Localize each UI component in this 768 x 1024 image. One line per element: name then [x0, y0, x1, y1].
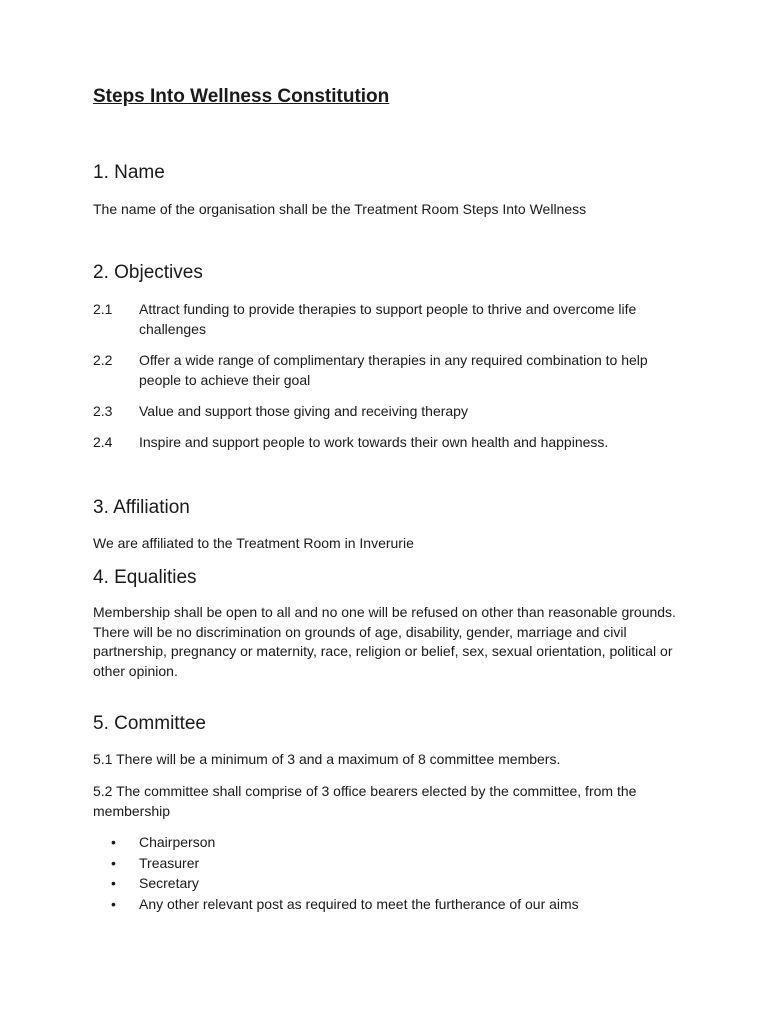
list-item: [93, 894, 693, 915]
list-item-text: Chairperson: [139, 834, 216, 850]
bullet-icon: •: [111, 854, 116, 871]
section-heading-affiliation: 3. Affiliation: [93, 497, 190, 518]
section-heading-name: 1. Name: [93, 162, 165, 183]
section-heading-objectives: 2. Objectives: [93, 262, 203, 283]
list-item-text: Any other relevant post as required to meet the furtherance of our aims: [139, 895, 579, 912]
objective-text: Offer a wide range of complimentary therapies in any required combination to help people to achieve their goal: [139, 352, 648, 388]
bullet-icon: •: [111, 834, 116, 850]
objective-number: 2.4: [93, 434, 113, 450]
office-bearers-list: [93, 832, 693, 914]
name-paragraph: The name of the organisation shall be the Treatment Room Steps Into Wellness: [93, 201, 587, 217]
section-heading-equalities: 4. Equalities: [93, 567, 197, 588]
section-heading-committee: 5. Committee: [93, 713, 206, 734]
objective-text: Inspire and support people to work towards their own health and happiness.: [139, 434, 609, 450]
bullet-icon: •: [111, 895, 116, 912]
objective-number: 2.2: [93, 352, 113, 368]
objective-number: 2.3: [93, 403, 113, 419]
bullet-icon: •: [111, 875, 116, 891]
list-item: [93, 832, 693, 853]
objective-number: 2.1: [93, 301, 113, 317]
objective-text: Attract funding to provide therapies to support people to thrive and overcome life challenges: [139, 301, 637, 337]
list-item: [93, 853, 693, 874]
document-title: Steps Into Wellness Constitution: [93, 86, 390, 107]
committee-paragraph-5-2: 5.2 The committee shall comprise of 3 office bearers elected by the committee, from the membership: [93, 783, 637, 819]
committee-paragraph-5-1: 5.1 There will be a minimum of 3 and a maximum of 8 committee members.: [93, 751, 561, 767]
list-item: [93, 873, 693, 894]
list-item-text: Treasurer: [139, 854, 200, 871]
list-item-text: Secretary: [139, 875, 199, 891]
equalities-paragraph: Membership shall be open to all and no one will be refused on other than reasonable grounds. There will be no discrimination on grounds of age, disability, gender, marriage and civil partnership, pregnancy or maternity, race, religion or belief, sex, sexual orientation, political or other opinion.: [93, 604, 676, 679]
affiliation-paragraph: We are affiliated to the Treatment Room in Inverurie: [93, 535, 414, 551]
objective-text: Value and support those giving and receiving therapy: [139, 403, 468, 419]
